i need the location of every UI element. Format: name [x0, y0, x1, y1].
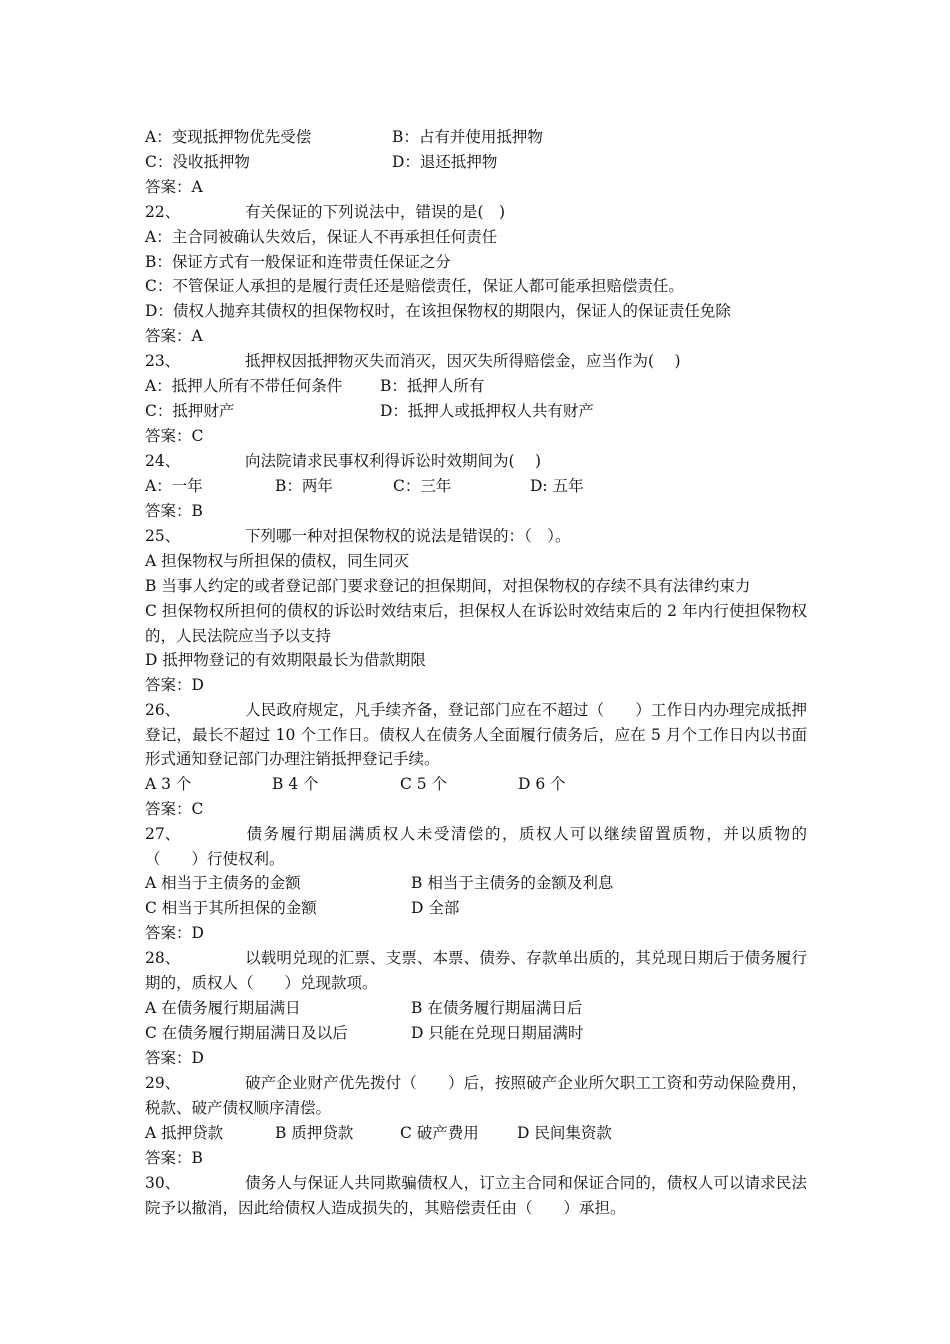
- q22-answer: 答案：A: [145, 327, 203, 345]
- q28-question: [145, 946, 807, 995]
- q21-option-b: B：占有并使用抵押物: [392, 128, 543, 146]
- q23-number: 23、: [145, 352, 181, 370]
- q26-text: 人民政府规定，凡手续齐备，登记部门应在不超过（ ）工作日内办理完成抵押登记，最长不超过 10 个工作日。债权人在债务人全面履行债务后，应在 5 月个工作日内以书面形式通知登记部门办理注销抵押登记手续。: [145, 701, 807, 768]
- q25-number: 25、: [145, 527, 181, 545]
- q23-option-b: B：抵押人所有: [380, 377, 485, 395]
- q25-answer: 答案：D: [145, 676, 204, 694]
- q27-number: 27、: [145, 825, 181, 843]
- q26-number: 26、: [145, 701, 181, 719]
- q24-option-b: B：两年: [275, 477, 333, 495]
- q22-option-b: B：保证方式有一般保证和连带责任保证之分: [145, 253, 451, 271]
- q26-question: [145, 698, 807, 772]
- q28-option-d: D 只能在兑现日期届满时: [411, 1024, 584, 1042]
- q30-question: [145, 1171, 807, 1220]
- q23-option-a: A：抵押人所有不带任何条件: [145, 377, 343, 395]
- q26-option-c: C 5 个: [400, 775, 448, 793]
- q27-text: 债务履行期届满质权人未受清偿的，质权人可以继续留置质物，并以质物的（ ）行使权利。: [145, 825, 807, 868]
- q27-option-a: A 相当于主债务的金额: [145, 874, 301, 892]
- q28-text: 以载明兑现的汇票、支票、本票、债券、存款单出质的，其兑现日期后于债务履行期的，质权人（ ）兑现款项。: [145, 949, 807, 992]
- q22-option-c: C：不管保证人承担的是履行责任还是赔偿责任，保证人都可能承担赔偿责任。: [145, 277, 684, 295]
- q29-text: 破产企业财产优先拨付（ ）后，按照破产企业所欠职工工资和劳动保险费用，税款、破产债权顺序清偿。: [145, 1074, 807, 1117]
- q25-option-b: B 当事人约定的或者登记部门要求登记的担保期间，对担保物权的存续不具有法律约束力: [145, 577, 751, 595]
- q24-answer: 答案：B: [145, 502, 203, 520]
- q25-text: 下列哪一种对担保物权的说法是错误的：（ ）。: [245, 527, 571, 545]
- q23-question: [145, 349, 681, 373]
- q25-question: [145, 524, 571, 548]
- q22-option-d: D：债权人抛弃其债权的担保物权时，在该担保物权的期限内，保证人的保证责任免除: [145, 302, 731, 320]
- q22-text: 有关保证的下列说法中，错误的是( ): [245, 203, 506, 221]
- q22-number: 22、: [145, 203, 181, 221]
- q23-answer: 答案：C: [145, 427, 204, 445]
- q28-option-b: B 在债务履行期届满日后: [411, 999, 583, 1017]
- q25-option-d: D 抵押物登记的有效期限最长为借款期限: [145, 651, 426, 669]
- q29-option-a: A 抵押贷款: [145, 1124, 224, 1142]
- q24-option-a: A：一年: [145, 477, 203, 495]
- q21-option-a: A：变现抵押物优先受偿: [145, 128, 312, 146]
- q24-number: 24、: [145, 452, 181, 470]
- q29-option-d: D 民间集资款: [517, 1124, 612, 1142]
- q21-option-d: D：退还抵押物: [392, 153, 498, 171]
- q27-option-b: B 相当于主债务的金额及利息: [411, 874, 614, 892]
- q27-option-d: D 全部: [411, 899, 460, 917]
- q24-text: 向法院请求民事权利得诉讼时效期间为( ): [245, 452, 542, 470]
- q24-option-d: D: 五年: [530, 477, 584, 495]
- q23-option-c: C：抵押财产: [145, 402, 235, 420]
- q29-number: 29、: [145, 1074, 181, 1092]
- q29-answer: 答案：B: [145, 1149, 203, 1167]
- q27-option-c: C 相当于其所担保的金额: [145, 899, 317, 917]
- q24-question: [145, 449, 541, 473]
- q28-number: 28、: [145, 949, 181, 967]
- q21-answer: 答案：A: [145, 178, 203, 196]
- q26-option-b: B 4 个: [272, 775, 319, 793]
- q30-number: 30、: [145, 1174, 181, 1192]
- q22-option-a: A：主合同被确认失效后，保证人不再承担任何责任: [145, 228, 498, 246]
- q25-option-c: C 担保物权所担何的债权的诉讼时效结束后，担保权人在诉讼时效结束后的 2 年内行使担保物权的，人民法院应当予以支持: [145, 602, 807, 645]
- q23-option-d: D：抵押人或抵押权人共有财产: [380, 402, 594, 420]
- q28-answer: 答案：D: [145, 1049, 204, 1067]
- q26-answer: 答案：C: [145, 800, 204, 818]
- q29-option-b: B 质押贷款: [275, 1124, 354, 1142]
- q27-question: [145, 822, 807, 871]
- q26-option-d: D 6 个: [518, 775, 566, 793]
- q29-question: [145, 1071, 807, 1120]
- q30-text: 债务人与保证人共同欺骗债权人，订立主合同和保证合同的，债权人可以请求民法院予以撤消，因此给债权人造成损失的，其赔偿责任由（ ）承担。: [145, 1174, 807, 1217]
- q28-option-c: C 在债务履行期届满日及以后: [145, 1024, 348, 1042]
- q23-text: 抵押权因抵押物灭失而消灭，因灭失所得赔偿金，应当作为( ): [245, 352, 681, 370]
- q22-question: [145, 200, 505, 224]
- q25-option-a: A 担保物权与所担保的债权，同生同灭: [145, 552, 410, 570]
- q28-option-a: A 在债务履行期届满日: [145, 999, 301, 1017]
- q27-answer: 答案：D: [145, 924, 204, 942]
- q29-option-c: C 破产费用: [400, 1124, 479, 1142]
- q24-option-c: C：三年: [393, 477, 452, 495]
- q26-option-a: A 3 个: [145, 775, 192, 793]
- q21-option-c: C：没收抵押物: [145, 153, 250, 171]
